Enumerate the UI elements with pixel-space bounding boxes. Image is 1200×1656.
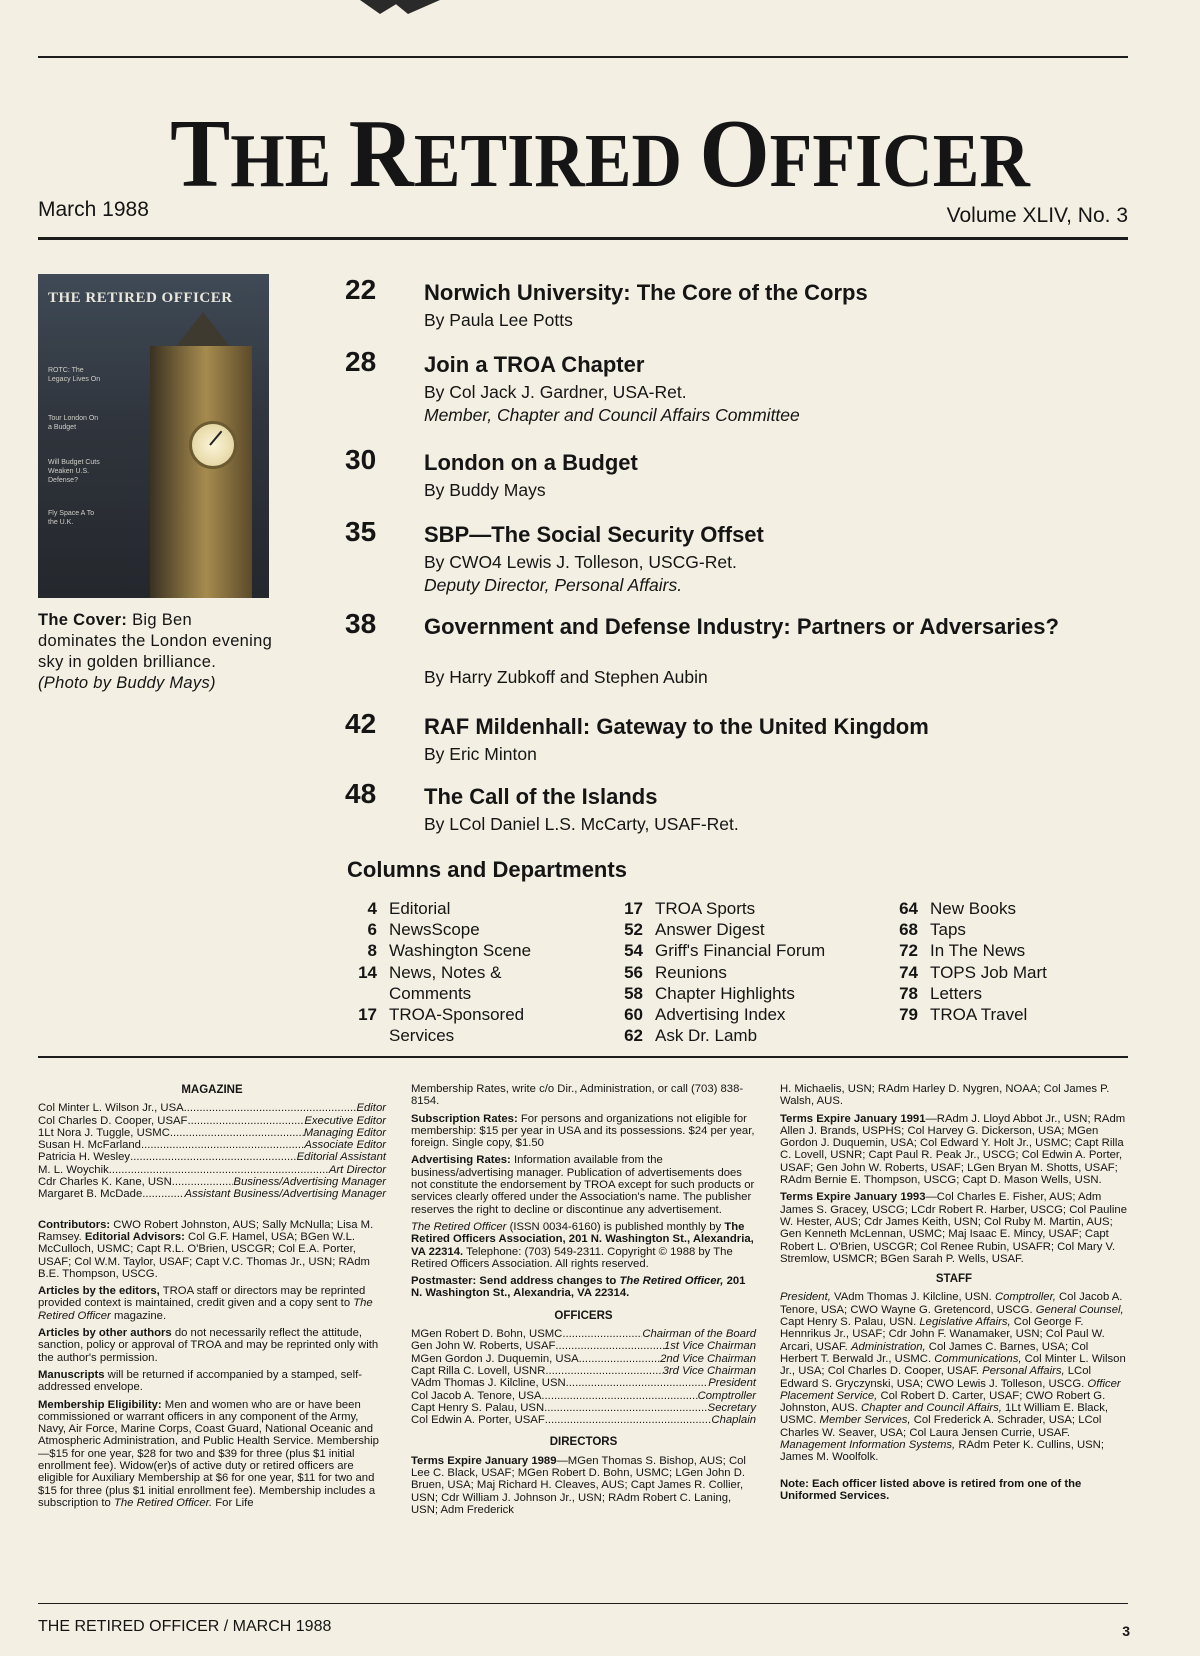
column-page: 68 bbox=[899, 920, 918, 940]
staff-department: Administration, bbox=[850, 1340, 926, 1353]
toc-byline: By Col Jack J. Gardner, USA-Ret. bbox=[424, 382, 687, 402]
masthead-word: ETIRED bbox=[413, 119, 682, 203]
column-page: 6 bbox=[367, 920, 377, 940]
column-page: 62 bbox=[624, 1026, 643, 1046]
staff-names: Col George F. Hennrikus Jr., USAF; Cdr John F. Wanamaker, USN; Col Paul W. Arcari, USAF. bbox=[780, 1316, 1105, 1353]
column-label: Reunions bbox=[655, 962, 727, 982]
staff-names: RAdm Peter K. Cullins, USN; James M. Woolfolk. bbox=[780, 1439, 1104, 1464]
terms-1993-para: Terms Expire January 1993—Col Charles E. Fisher, AUS; Adm James S. Gracey, USCG; LCdr Robert R. Harber, USCG; Col Pauline W. Hester, AUS; Cdr James Keith, USN; Col Ruby M. Martin, AUS; Gen Kenneth McLennan, USMC; Maj Isaac E. Mincy, USAF; Capt Robert L. O'Brien, USCGR; Col Renee Rubin, USAFR; Col Mary V. Stremlow, USMCR; BGen Sarah P. Wells, USAF. bbox=[780, 1191, 1127, 1265]
column-page: 56 bbox=[624, 962, 643, 982]
officer-row: VAdm Thomas J. Kilcline, USN ..... President bbox=[411, 1377, 756, 1389]
toc-page-number: 22 bbox=[345, 274, 377, 305]
toc-page-number: 35 bbox=[345, 516, 377, 547]
column-page: 72 bbox=[899, 941, 918, 961]
column-label: Letters bbox=[930, 983, 982, 1003]
advertising-para: Advertising Rates: Information available from the business/advertising manager. Publication of advertisements does not constitute the endorsement by TROA except for such products or services clearly offered under the Association's name. The publisher reserves the right to decline or discontinue any advertisement. bbox=[411, 1154, 755, 1216]
staff-department: Management Information Systems, bbox=[780, 1439, 956, 1452]
publication-para: The Retired Officer (ISSN 0034-6160) is published monthly by The Retired Officers Association, 201 N. Washington St., Alexandria, VA 22314. Telephone: (703) 549-2311. Copyright © 1988 by The Retired Officers Association. All rights reserved. bbox=[411, 1220, 754, 1270]
fine-col-2 bbox=[411, 1083, 756, 1521]
column-entry[interactable] bbox=[883, 983, 1047, 1004]
staff-names: Col Jacob A. Tenore, USA; CWO Wayne G. Gretencord, USCG. bbox=[780, 1291, 1123, 1316]
magazine-staff-list bbox=[38, 1102, 386, 1200]
column-entry[interactable] bbox=[608, 962, 825, 983]
others-para: Articles by other authors do not necessarily reflect the attitude, sanction, policy or approval of TROA and may be reprinted only with the author's permission. bbox=[38, 1327, 379, 1364]
torn-mark bbox=[360, 0, 440, 14]
staff-names: Col James C. Barnes, USA; Col Herbert T. Berwald Jr., USMC. bbox=[780, 1340, 1089, 1365]
officer-row: Capt Rilla C. Lovell, USNR ..... 3rd Vice Chairman bbox=[411, 1365, 756, 1377]
cover-teaser: Tour London On a Budget bbox=[48, 415, 99, 431]
column-entry[interactable] bbox=[342, 962, 531, 983]
column-page: 58 bbox=[624, 983, 643, 1003]
column-label: New Books bbox=[930, 899, 1016, 918]
officer-row: MGen Robert D. Bohn, USMC ..... Chairman of the Board bbox=[411, 1328, 756, 1340]
staff-names: LCol Edward S. Gryczynski, USA; CWO Lewis J. Tolleson, USCG. bbox=[780, 1365, 1092, 1390]
cover-caption-credit: (Photo by Buddy Mays) bbox=[38, 674, 216, 692]
magazine-staff-row: Col Minter L. Wilson Jr., USA ..... Editor bbox=[38, 1102, 386, 1114]
magazine-staff-row: Cdr Charles K. Kane, USN ..... Business/Advertising Manager bbox=[38, 1176, 386, 1188]
column-entry[interactable] bbox=[883, 1004, 1047, 1025]
magazine-staff-row: Patricia H. Wesley ..... Editorial Assistant bbox=[38, 1151, 386, 1163]
column-entry[interactable] bbox=[608, 919, 825, 940]
toc-byline: By Paula Lee Potts bbox=[424, 310, 573, 330]
column-entry[interactable] bbox=[342, 898, 531, 919]
officer-row: Capt Henry S. Palau, USN ..... Secretary bbox=[411, 1402, 756, 1414]
column-label: Griff's Financial Forum bbox=[655, 941, 826, 961]
toc-byline: By Buddy Mays bbox=[424, 480, 546, 500]
staff-department: Legislative Affairs, bbox=[919, 1316, 1011, 1329]
fine-col-1 bbox=[38, 1080, 386, 1514]
eligibility-para: Membership Eligibility: Men and women who are or have been commissioned or warrant officers in any component of the Army, Navy, Air Force, Marine Corps, Coast Guard, National Oceanic and Atmospheric Administration, and Public Health Service. Membership—$15 for one year, $28 for two and $39 for three (plus $1 initial enrollment fee). Widow(er)s of active duty or retired officers are eligible for Auxiliary Membership at $6 for one year, $11 for two and $15 for three (plus $1 initial enrollment fee). Membership includes a subscription to The Retired Officer. For Life bbox=[38, 1398, 379, 1509]
officers-heading: OFFICERS bbox=[554, 1309, 613, 1322]
column-label: News, Notes & bbox=[389, 962, 502, 982]
column-page: 79 bbox=[899, 1005, 918, 1025]
terms-1989-para: Terms Expire January 1989—MGen Thomas S. Bishop, AUS; Col Lee C. Black, USAF; MGen Robert D. Bohn, USMC; LGen John D. Bruen, USA; Maj Richard H. Cleaves, AUS; Capt James R. Collier, USN; Cdr William J. Johnson Jr., USN; RAdm Robert C. Laning, USN; Adm Frederick bbox=[411, 1454, 746, 1516]
staff-department: President, bbox=[780, 1291, 831, 1304]
toc-page-number: 48 bbox=[345, 778, 377, 809]
clock-face bbox=[189, 421, 237, 469]
staff-department: Chapter and Council Affairs, bbox=[861, 1402, 1002, 1415]
column-label: Washington Scene bbox=[389, 941, 532, 961]
officer-row: Gen John W. Roberts, USAF ..... 1st Vice Chairman bbox=[411, 1340, 756, 1352]
cover-thumbnail bbox=[38, 274, 269, 598]
column-entry[interactable] bbox=[608, 898, 825, 919]
column-entry[interactable] bbox=[342, 940, 531, 961]
column-label: Services bbox=[389, 1026, 455, 1046]
cover-teaser: Will Budget Cuts Weaken U.S. Defense? bbox=[48, 459, 100, 484]
column-page: 17 bbox=[624, 899, 643, 918]
staff-names: 1Lt William E. Black, USMC. bbox=[780, 1402, 1108, 1427]
staff-department: Comptroller, bbox=[994, 1291, 1056, 1304]
toc-title[interactable]: The Call of the Islands bbox=[424, 784, 658, 809]
toc-role: Member, Chapter and Council Affairs Committee bbox=[424, 405, 800, 425]
column-label: Editorial bbox=[389, 899, 451, 918]
column-label: Advertising Index bbox=[655, 1005, 786, 1025]
column-label: Chapter Highlights bbox=[655, 983, 795, 1003]
toc-byline: By Harry Zubkoff and Stephen Aubin bbox=[424, 667, 708, 687]
officers-note: Note: Each officer listed above is retired from one of the Uniformed Services. bbox=[780, 1477, 1082, 1502]
column-label: In The News bbox=[930, 941, 1026, 961]
column-label: TROA-Sponsored bbox=[389, 1005, 525, 1025]
cover-teaser: Fly Space A To the U.K. bbox=[48, 510, 95, 526]
column-page: 4 bbox=[367, 899, 377, 918]
toc-role: Deputy Director, Personal Affairs. bbox=[424, 575, 683, 595]
staff-department: Communications, bbox=[934, 1352, 1022, 1365]
masthead-title bbox=[48, 100, 1152, 208]
column-page: 74 bbox=[899, 962, 918, 982]
toc-title[interactable]: SBP—The Social Security Offset bbox=[424, 522, 764, 547]
staff-heading: STAFF bbox=[935, 1273, 973, 1286]
cover-mini-title: THE RETIRED OFFICER bbox=[48, 290, 233, 306]
staff-names: Col Minter L. Wilson Jr., USA; Col Charles D. Cooper, USAF. bbox=[780, 1352, 1126, 1378]
column-label: Taps bbox=[930, 920, 966, 940]
footer-page-number: 3 bbox=[1122, 1623, 1130, 1639]
magazine-heading: MAGAZINE bbox=[181, 1084, 243, 1096]
toc-byline: By CWO4 Lewis J. Tolleson, USCG-Ret. bbox=[424, 552, 737, 572]
column-page: 54 bbox=[624, 941, 643, 961]
column-page: 17 bbox=[358, 1005, 377, 1025]
column-page: 78 bbox=[899, 983, 918, 1003]
column-entry[interactable] bbox=[342, 919, 531, 940]
staff-names: Col Frederick A. Schrader, USA; LCol Charles W. Seaver, USA; Col Laura Jensen Currie, USAF. bbox=[780, 1414, 1102, 1439]
cover-caption-text: Big Ben dominates the London evening sky in golden brilliance. bbox=[38, 611, 273, 671]
column-page: 64 bbox=[899, 899, 918, 918]
top-rule bbox=[38, 56, 1128, 58]
staff-names: VAdm Thomas J. Kilcline, USN. bbox=[830, 1291, 995, 1304]
magazine-staff-row: M. L. Woychik ..... Art Director bbox=[38, 1164, 386, 1176]
toc-title[interactable]: RAF Mildenhall: Gateway to the United Kingdom bbox=[424, 714, 929, 739]
terms-1991-para: Terms Expire January 1991—RAdm J. Lloyd Abbot Jr., USN; RAdm Allen J. Brands, USPHS; Col Harvey G. Dickerson, USA; MGen Gordon J. Duquemin, USA; Col Edward Y. Holt Jr., USMC; Capt Rilla C. Lovell, USNR; Capt Paul R. Peak Jr., USCG; Col Edwin A. Porter, USAF; Gen John W. Roberts, USAF; LGen Bryan M. Shotts, USAF; RAdm Bernie E. Thompson, USCG; Capt D. Mason Wells, USN. bbox=[780, 1112, 1126, 1187]
column-page: 60 bbox=[624, 1005, 643, 1025]
officer-row: MGen Gordon J. Duquemin, USA ..... 2nd Vice Chairman bbox=[411, 1353, 756, 1365]
staff-names: Col Robert D. Carter, USAF; CWO Robert G. Johnston, AUS. bbox=[780, 1389, 1106, 1415]
masthead-word: HE bbox=[230, 119, 332, 203]
officer-row: Col Edwin A. Porter, USAF ..... Chaplain bbox=[411, 1414, 756, 1426]
cover-caption bbox=[38, 610, 273, 694]
column-entry[interactable] bbox=[883, 919, 1047, 940]
magazine-staff-row: Col Charles D. Cooper, USAF ..... Executive Editor bbox=[38, 1115, 386, 1127]
postmaster-para: Postmaster: Send address changes to The Retired Officer, 201 N. Washington St., Alexandria, VA 22314. bbox=[411, 1275, 746, 1300]
toc-page-number: 28 bbox=[345, 346, 377, 377]
staff-para bbox=[780, 1291, 1128, 1463]
column-entry bbox=[342, 983, 531, 1004]
column-entry bbox=[342, 1025, 531, 1046]
directors-cont: H. Michaelis, USN; RAdm Harley D. Nygren, NOAA; Col James P. Walsh, AUS. bbox=[780, 1083, 1110, 1108]
staff-names: Capt Henry S. Palau, USN. bbox=[780, 1316, 920, 1329]
toc-byline: By Eric Minton bbox=[424, 744, 537, 764]
column-label: TROA Travel bbox=[930, 1005, 1028, 1025]
column-page bbox=[342, 1025, 389, 1046]
toc-page-number: 30 bbox=[345, 444, 377, 475]
membership-rates-cont: Membership Rates, write c/o Dir., Administration, or call (703) 838-8154. bbox=[411, 1083, 744, 1108]
directors-heading: DIRECTORS bbox=[549, 1436, 618, 1449]
magazine-staff-row: Susan H. McFarland ..... Associate Editor bbox=[38, 1139, 386, 1151]
column-label: Answer Digest bbox=[655, 920, 765, 940]
column-label: TROA Sports bbox=[655, 899, 756, 918]
column-entry[interactable] bbox=[883, 940, 1047, 961]
column-entry[interactable] bbox=[608, 1004, 825, 1025]
subscription-para: Subscription Rates: For persons and organizations not eligible for membership: $15 per year in USA and its possessions. $24 per year, foreign. Single copy, $1.50 bbox=[411, 1112, 755, 1150]
clock-tower bbox=[150, 346, 252, 598]
column-page: 52 bbox=[624, 920, 643, 940]
cover-teaser: ROTC: The Legacy Lives On bbox=[48, 367, 101, 383]
column-label: Comments bbox=[389, 983, 472, 1003]
contributors-para: Contributors: CWO Robert Johnston, AUS; Sally McNulla; Lisa M. Ramsey. Editorial Advisors: Col G.F. Hamel, USA; BGen W.L. McCulloch, USMC; Capt R.L. O'Brien, USCGR; Col E.A. Porter, USAF; Col W.M. Taylor, USAF; Capt V.C. Thomas Jr., USN; RAdm B.E. Thompson, USCG. bbox=[38, 1218, 374, 1280]
toc-title[interactable]: Government and Defense Industry: Partners or Adversaries? bbox=[424, 614, 1059, 639]
manuscripts-para: Manuscripts will be returned if accompanied by a stamped, self-addressed envelope. bbox=[38, 1368, 362, 1394]
issue-volume: Volume XLIV, No. 3 bbox=[946, 204, 1128, 227]
column-entry[interactable] bbox=[883, 898, 1047, 919]
masthead-initial: T bbox=[170, 100, 231, 208]
toc-page-number: 42 bbox=[345, 708, 377, 739]
column-label: NewsScope bbox=[389, 920, 480, 940]
masthead-word: FFICER bbox=[769, 119, 1030, 203]
footer-rule bbox=[38, 1603, 1128, 1604]
officer-row: Col Jacob A. Tenore, USA ..... Comptroller bbox=[411, 1390, 756, 1402]
column-label: Ask Dr. Lamb bbox=[655, 1026, 758, 1046]
officers-list bbox=[411, 1328, 756, 1426]
toc-byline: By LCol Daniel L.S. McCarty, USAF-Ret. bbox=[424, 814, 739, 834]
header-rule bbox=[38, 237, 1128, 240]
fine-col-3 bbox=[780, 1083, 1128, 1507]
magazine-staff-row: Margaret B. McDade ..... Assistant Business/Advertising Manager bbox=[38, 1188, 386, 1200]
toc-title[interactable]: London on a Budget bbox=[424, 450, 638, 475]
column-entry[interactable] bbox=[883, 962, 1047, 983]
masthead-initial: R bbox=[348, 100, 414, 208]
cover-caption-label: The Cover: bbox=[38, 611, 128, 629]
column-page: 8 bbox=[367, 941, 377, 961]
mid-rule bbox=[38, 1056, 1128, 1058]
footer-running-title: THE RETIRED OFFICER / MARCH 1988 bbox=[38, 1618, 332, 1635]
staff-department: Personal Affairs, bbox=[982, 1365, 1065, 1378]
magazine-staff-row: 1Lt Nora J. Tuggle, USMC ..... Managing Editor bbox=[38, 1127, 386, 1139]
column-page bbox=[342, 983, 389, 1004]
masthead-initial: O bbox=[699, 100, 770, 208]
columns-group bbox=[342, 898, 531, 1046]
toc-page-number: 38 bbox=[345, 608, 377, 639]
column-label: TOPS Job Mart bbox=[930, 962, 1047, 982]
issue-date: March 1988 bbox=[38, 198, 149, 221]
toc-title[interactable]: Norwich University: The Core of the Corps bbox=[424, 280, 868, 305]
staff-department: Member Services, bbox=[819, 1414, 911, 1427]
column-page: 14 bbox=[358, 962, 377, 982]
staff-department: Officer Placement Service, bbox=[780, 1377, 1121, 1402]
staff-department: General Counsel, bbox=[1035, 1303, 1124, 1316]
columns-group bbox=[883, 898, 1047, 1025]
columns-heading: Columns and Departments bbox=[347, 857, 627, 882]
column-entry[interactable] bbox=[342, 1004, 531, 1025]
columns-group bbox=[608, 898, 825, 1046]
column-entry[interactable] bbox=[608, 940, 825, 961]
editors-para: Articles by the editors, TROA staff or directors may be reprinted provided context is maintained, credit given and a copy sent to The Retired Officer magazine. bbox=[38, 1285, 373, 1322]
toc-title[interactable]: Join a TROA Chapter bbox=[424, 352, 645, 377]
column-entry[interactable] bbox=[608, 1025, 825, 1046]
column-entry[interactable] bbox=[608, 983, 825, 1004]
